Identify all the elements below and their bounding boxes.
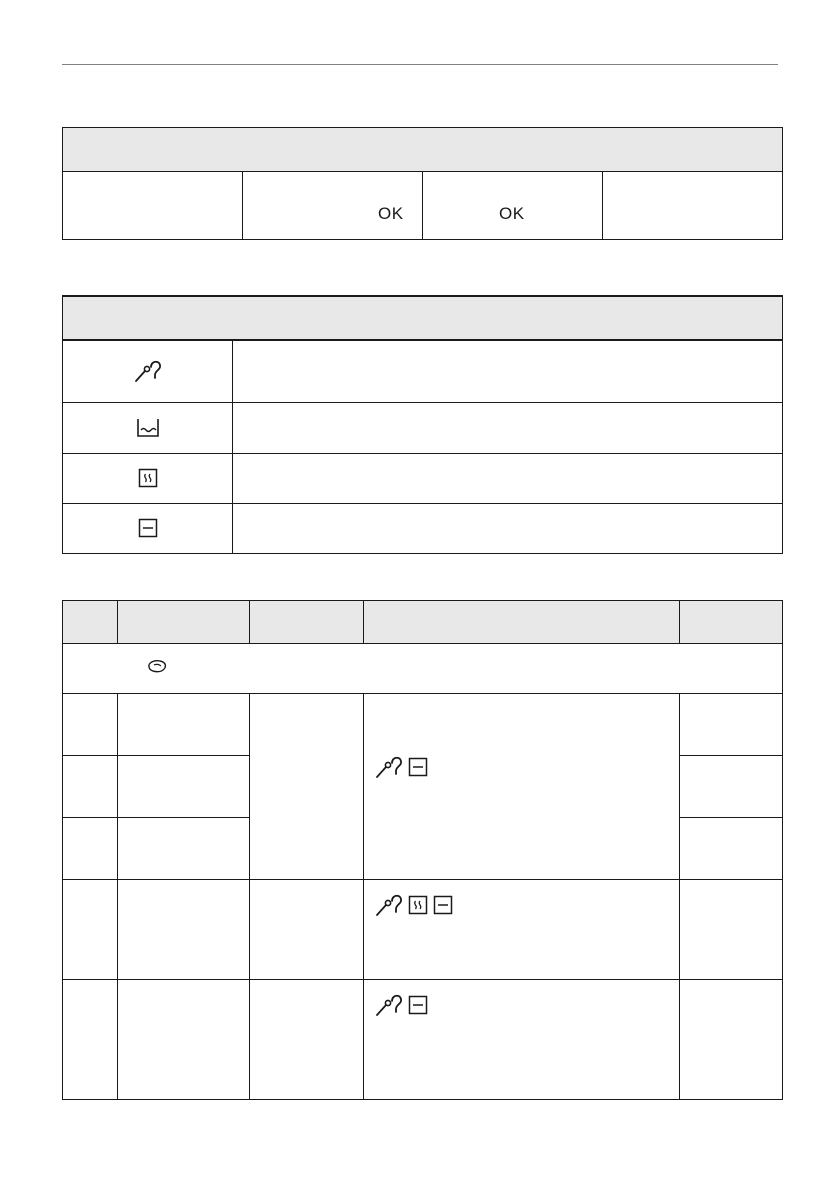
door-icon [433, 895, 453, 915]
table-cell [63, 980, 118, 1100]
food-group-row [63, 644, 783, 694]
function-cell [364, 980, 680, 1100]
meat-steak-icon [146, 658, 168, 674]
table-cell [118, 880, 250, 980]
table-cell [250, 980, 364, 1100]
symbols-table-header [63, 296, 783, 340]
table-cell [680, 980, 783, 1100]
page-top-rule [62, 64, 778, 65]
ok-key-label: OK [499, 204, 525, 223]
steps-table-header [63, 128, 783, 172]
steps-table-cell-2 [243, 172, 423, 240]
steps-table [62, 127, 783, 240]
food-sensor-icon [374, 992, 404, 1018]
table-cell [680, 818, 783, 880]
table-cell [250, 880, 364, 980]
steps-table-cell-3 [423, 172, 603, 240]
table-cell [680, 880, 783, 980]
table-cell [118, 694, 250, 756]
function-cell [364, 694, 680, 880]
table-cell [118, 980, 250, 1100]
function-icons [374, 992, 428, 1018]
table-cell [63, 880, 118, 980]
symbol-cell-food-sensor [63, 340, 233, 402]
symbol-description [233, 402, 783, 453]
descaling-icon [408, 895, 428, 915]
table-cell [680, 694, 783, 756]
table-cell [63, 818, 118, 880]
ok-key-label: OK [378, 204, 404, 223]
steps-table-cell-4 [603, 172, 783, 240]
table-cell [680, 756, 783, 818]
symbols-table [62, 295, 783, 554]
table-cell [63, 756, 118, 818]
function-icons [374, 754, 428, 780]
table-cell [118, 818, 250, 880]
door-icon [408, 995, 428, 1015]
table-cell [118, 756, 250, 818]
table-cell [250, 694, 364, 880]
steps-table-cell-1 [63, 172, 243, 240]
col-header-5 [680, 601, 783, 644]
col-header-3 [250, 601, 364, 644]
descaling-icon [138, 468, 158, 488]
symbol-description [233, 453, 783, 503]
col-header-4 [364, 601, 680, 644]
water-tray-icon [136, 418, 160, 438]
symbol-description [233, 503, 783, 553]
cooking-table [62, 600, 783, 1100]
col-header-2 [118, 601, 250, 644]
symbol-cell-door [63, 503, 233, 553]
function-icons [374, 892, 453, 918]
function-cell [364, 880, 680, 980]
symbol-description [233, 340, 783, 402]
symbol-cell-descaling [63, 453, 233, 503]
food-sensor-icon [133, 358, 163, 384]
food-sensor-icon [374, 754, 404, 780]
symbol-cell-water-tray [63, 402, 233, 453]
table-cell [63, 694, 118, 756]
door-icon [408, 757, 428, 777]
door-icon [138, 518, 158, 538]
food-sensor-icon [374, 892, 404, 918]
col-header-1 [63, 601, 118, 644]
